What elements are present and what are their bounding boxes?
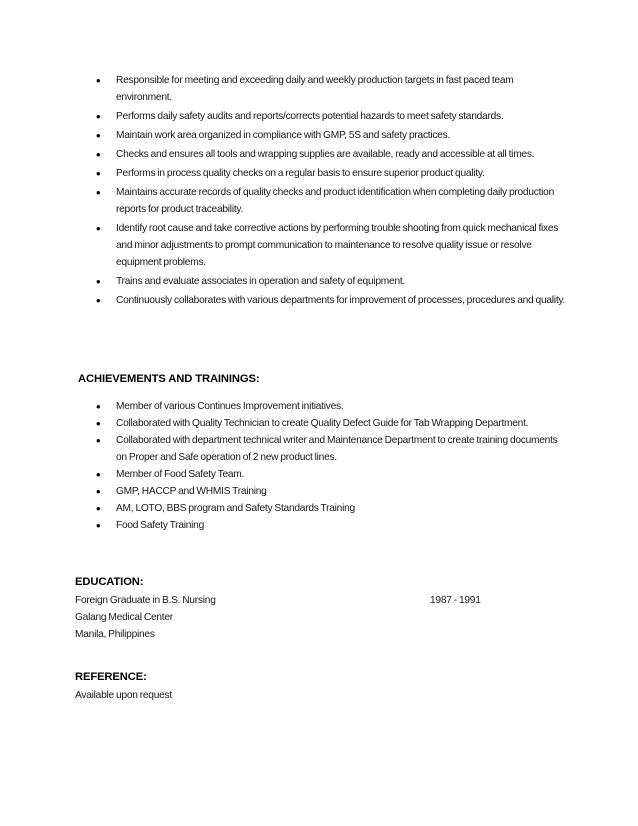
reference-text: Available upon request xyxy=(75,690,172,701)
education-heading: EDUCATION: xyxy=(75,576,144,588)
education-years: 1987 - 1991 xyxy=(430,595,481,606)
achievement-item: • Member of various Continues Improvement initiatives. xyxy=(96,398,568,415)
achievement-item: • Collaborated with Quality Technician to create Quality Defect Guide for Tab Wrapping Department. xyxy=(96,415,568,432)
achievements-heading: ACHIEVEMENTS AND TRAININGS: xyxy=(78,373,260,385)
duty-item: • Identify root cause and take corrective actions by performing trouble shooting from quick mechanical fixes and minor adjustments to prompt communication to maintenance to resolve quality issue or resolve equipment problems. xyxy=(96,220,568,271)
duty-item: • Responsible for meeting and exceeding daily and weekly production targets in fast paced team environment. xyxy=(96,72,568,106)
duty-item: • Maintains accurate records of quality checks and product identification when completing daily production reports for product traceability. xyxy=(96,184,568,218)
duty-item: • Performs daily safety audits and reports/corrects potential hazards to meet safety standards. xyxy=(96,108,568,125)
reference-heading: REFERENCE: xyxy=(75,671,147,683)
achievement-item: • Food Safety Training xyxy=(96,517,568,534)
duties-list xyxy=(96,72,568,311)
duty-item: • Performs in process quality checks on a regular basis to ensure superior product quality. xyxy=(96,165,568,182)
education-school: Galang Medical Center xyxy=(75,612,173,623)
achievements-list xyxy=(96,398,568,534)
duty-item: • Maintain work area organized in compliance with GMP, 5S and safety practices. xyxy=(96,127,568,144)
education-degree: Foreign Graduate in B.S. Nursing xyxy=(75,595,216,606)
education-location: Manila, Philippines xyxy=(75,629,155,640)
duty-item: • Checks and ensures all tools and wrapping supplies are available, ready and accessible at all times. xyxy=(96,146,568,163)
duty-item: • Continuously collaborates with various departments for improvement of processes, procedures and quality. xyxy=(96,292,568,309)
achievement-item: • GMP, HACCP and WHMIS Training xyxy=(96,483,568,500)
duty-item: • Trains and evaluate associates in operation and safety of equipment. xyxy=(96,273,568,290)
achievement-item: • Collaborated with department technical writer and Maintenance Department to create training documents on Proper and Safe operation of 2 new product lines. xyxy=(96,432,568,466)
achievement-item: • AM, LOTO, BBS program and Safety Standards Training xyxy=(96,500,568,517)
achievement-item: • Member of Food Safety Team. xyxy=(96,466,568,483)
